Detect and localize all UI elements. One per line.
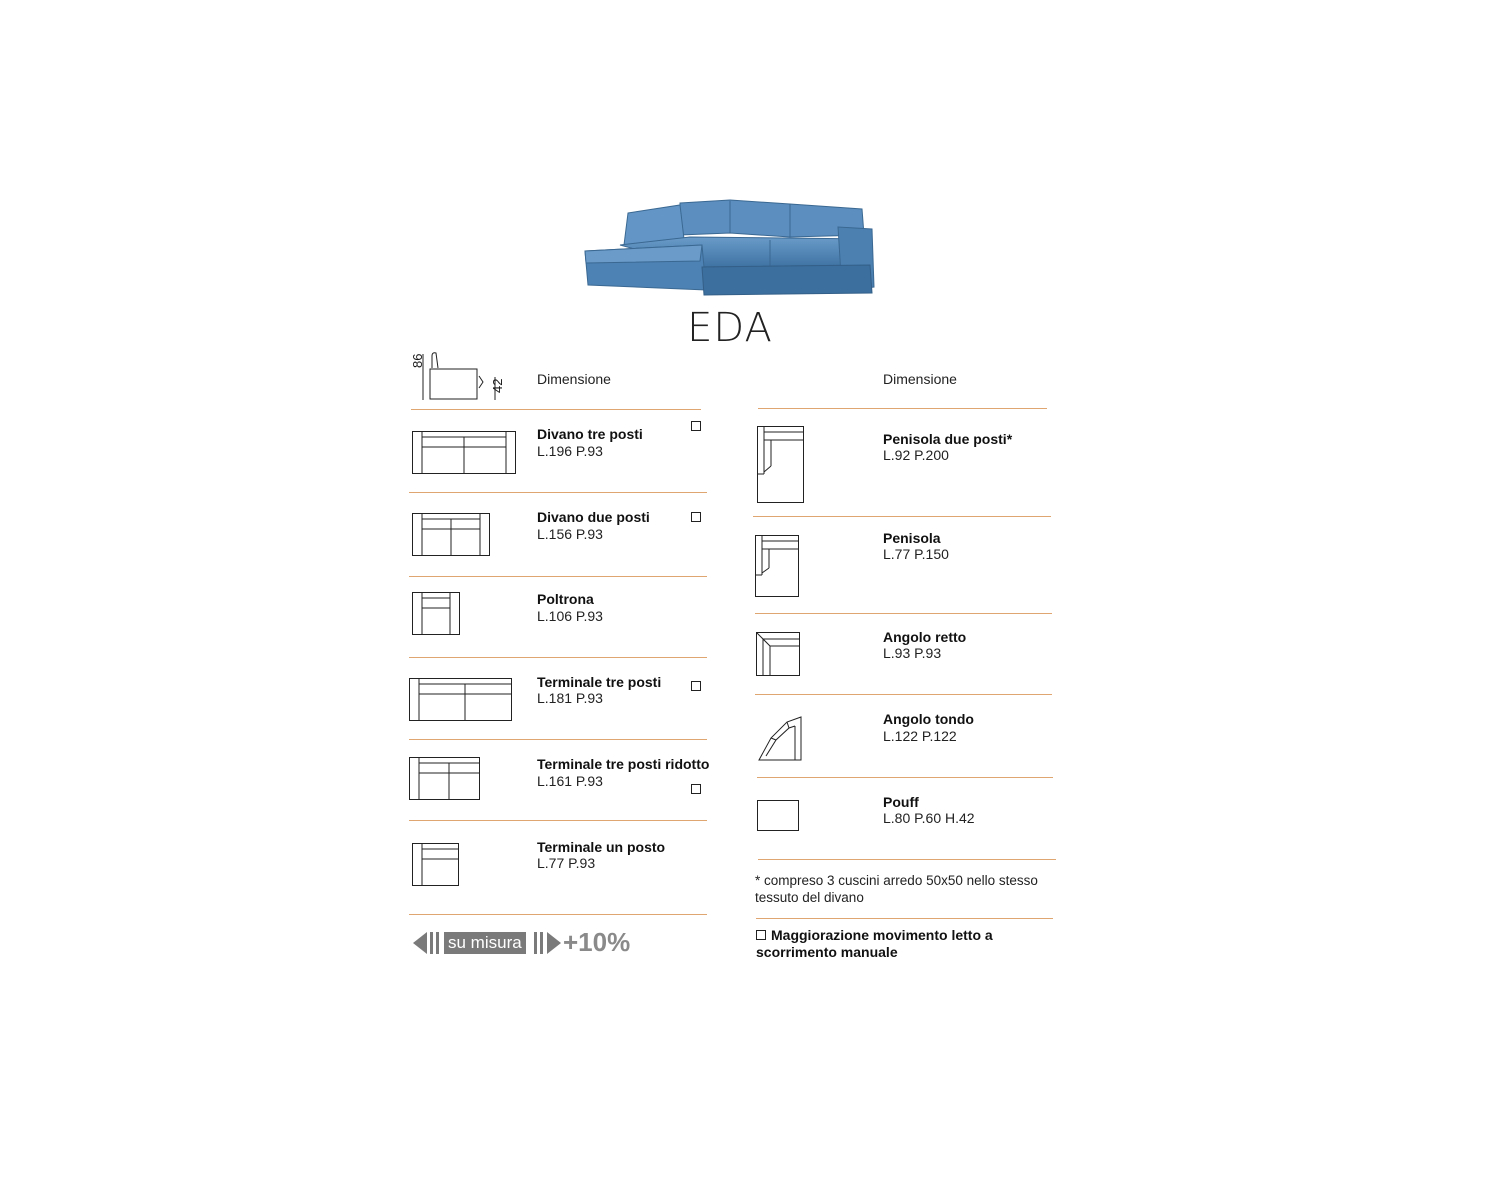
height-total-label: 86 bbox=[410, 353, 425, 368]
cushion-footnote: * compreso 3 cuscini arredo 50x50 nello stesso tessuto del divano bbox=[755, 873, 1038, 905]
three-seat-sofa-icon bbox=[412, 431, 516, 475]
divider bbox=[409, 492, 707, 493]
item-name: Poltrona bbox=[537, 591, 594, 607]
arrow-right-icon bbox=[533, 930, 563, 958]
divider bbox=[409, 576, 707, 577]
divider bbox=[758, 408, 1047, 409]
chaise-icon bbox=[755, 535, 801, 599]
divider bbox=[411, 409, 701, 410]
divider bbox=[758, 859, 1056, 860]
option-checkbox[interactable] bbox=[691, 421, 701, 431]
item-dimensions: L.80 P.60 H.42 bbox=[883, 810, 975, 826]
three-seat-terminal-icon bbox=[409, 678, 513, 722]
item-name: Penisola due posti* bbox=[883, 431, 1013, 447]
item-name: Angolo retto bbox=[883, 629, 967, 645]
item-dimensions: L.156 P.93 bbox=[537, 526, 603, 542]
height-seat-label: 42 bbox=[490, 378, 505, 393]
divider bbox=[409, 657, 707, 658]
item-name: Penisola bbox=[883, 530, 941, 546]
pouf-icon bbox=[757, 800, 801, 832]
dimension-header-left: Dimensione bbox=[537, 371, 611, 387]
dimension-header-right: Dimensione bbox=[883, 371, 957, 387]
item-name: Pouff bbox=[883, 794, 919, 810]
option-checkbox[interactable] bbox=[691, 784, 701, 794]
item-dimensions: L.77 P.93 bbox=[537, 855, 596, 871]
square-corner-icon bbox=[756, 632, 802, 677]
divider bbox=[755, 613, 1052, 614]
item-name: Divano tre posti bbox=[537, 426, 643, 442]
option-checkbox[interactable] bbox=[691, 681, 701, 691]
item-name: Terminale tre posti ridotto bbox=[537, 756, 710, 772]
armchair-icon bbox=[412, 592, 460, 636]
item-dimensions: L.77 P.150 bbox=[883, 546, 949, 562]
divider bbox=[757, 777, 1053, 778]
item-dimensions: L.122 P.122 bbox=[883, 728, 957, 744]
product-title: EDA bbox=[687, 305, 773, 351]
item-dimensions: L.106 P.93 bbox=[537, 608, 603, 624]
divider bbox=[756, 918, 1053, 919]
divider bbox=[409, 820, 707, 821]
custom-size-surcharge: +10% bbox=[563, 927, 631, 957]
one-seat-terminal-icon bbox=[412, 843, 460, 887]
item-dimensions: L.181 P.93 bbox=[537, 690, 603, 706]
item-name: Terminale un posto bbox=[537, 839, 666, 855]
rounded-corner-icon bbox=[758, 716, 804, 762]
arrow-left-icon bbox=[412, 930, 442, 958]
item-dimensions: L.93 P.93 bbox=[883, 645, 942, 661]
two-seat-chaise-icon bbox=[757, 426, 805, 504]
custom-size-label: su misura bbox=[444, 932, 526, 954]
option-checkbox[interactable] bbox=[691, 512, 701, 522]
divider bbox=[409, 739, 707, 740]
item-name: Divano due posti bbox=[537, 509, 650, 525]
reduced-three-seat-terminal-icon bbox=[409, 757, 481, 801]
divider bbox=[755, 694, 1052, 695]
item-name: Terminale tre posti bbox=[537, 674, 662, 690]
item-dimensions: L.196 P.93 bbox=[537, 443, 603, 459]
item-dimensions: L.161 P.93 bbox=[537, 773, 603, 789]
sofa-product-image bbox=[580, 195, 880, 305]
item-name: Angolo tondo bbox=[883, 711, 974, 727]
divider bbox=[753, 516, 1051, 517]
item-dimensions: L.92 P.200 bbox=[883, 447, 949, 463]
sliding-bed-surcharge-note: Maggiorazione movimento letto a scorrimento manuale bbox=[756, 927, 993, 960]
divider bbox=[409, 914, 707, 915]
two-seat-sofa-icon bbox=[412, 513, 490, 557]
